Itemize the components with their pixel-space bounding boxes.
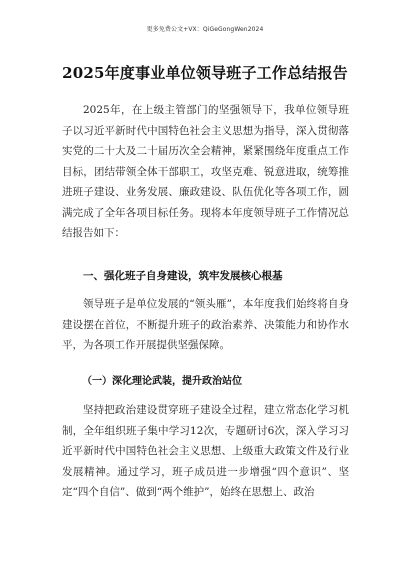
section1-paragraph-block <box>62 294 349 356</box>
section-heading-1: 一、强化班子自身建设，筑牢发展核心根基 <box>83 270 283 282</box>
document-title: 2025年度事业单位领导班子工作总结报告 <box>62 64 348 82</box>
section1-paragraph: 领导班子是单位发展的“领头雁”，本年度我们始终将自身建设摆在首位，不断提升班子的政治素养、决策能力和协作水平，为各项工作开展提供坚强保障。 <box>62 298 349 351</box>
subsection1-paragraph: 坚持把政治建设贯穿班子建设全过程，建立常态化学习机制，全年组织班子集中学习12次，专题研讨6次，深入学习习近平新时代中国特色社会主义思想、上级重大政策文件及行业发展精神。通过学习，班子成员进一步增强“四个意识”、坚定“四个自信”、做到“两个维护”，始终在思想上、政治 <box>62 404 349 498</box>
header-note: 更多免费公文+VX：QiGeGongWen2024 <box>146 26 264 33</box>
intro-paragraph-block <box>62 100 349 244</box>
subsection-heading-1: （一）深化理论武装，提升政治站位 <box>82 376 242 387</box>
subsection1-paragraph-block <box>62 400 349 503</box>
intro-paragraph: 2025年，在上级主管部门的坚强领导下，我单位领导班子以习近平新时代中国特色社会主义思想为指导，深入贯彻落实党的二十大及二十届历次全会精神，紧紧围绕年度重点工作目标，团结带领全体干部职工，攻坚克难、锐意进取，统筹推进班子建设、业务发展、廉政建设、队伍优化等各项工作，圆满完成了全年各项目标任务。现将本年度领导班子工作情况总结报告如下： <box>62 104 349 239</box>
